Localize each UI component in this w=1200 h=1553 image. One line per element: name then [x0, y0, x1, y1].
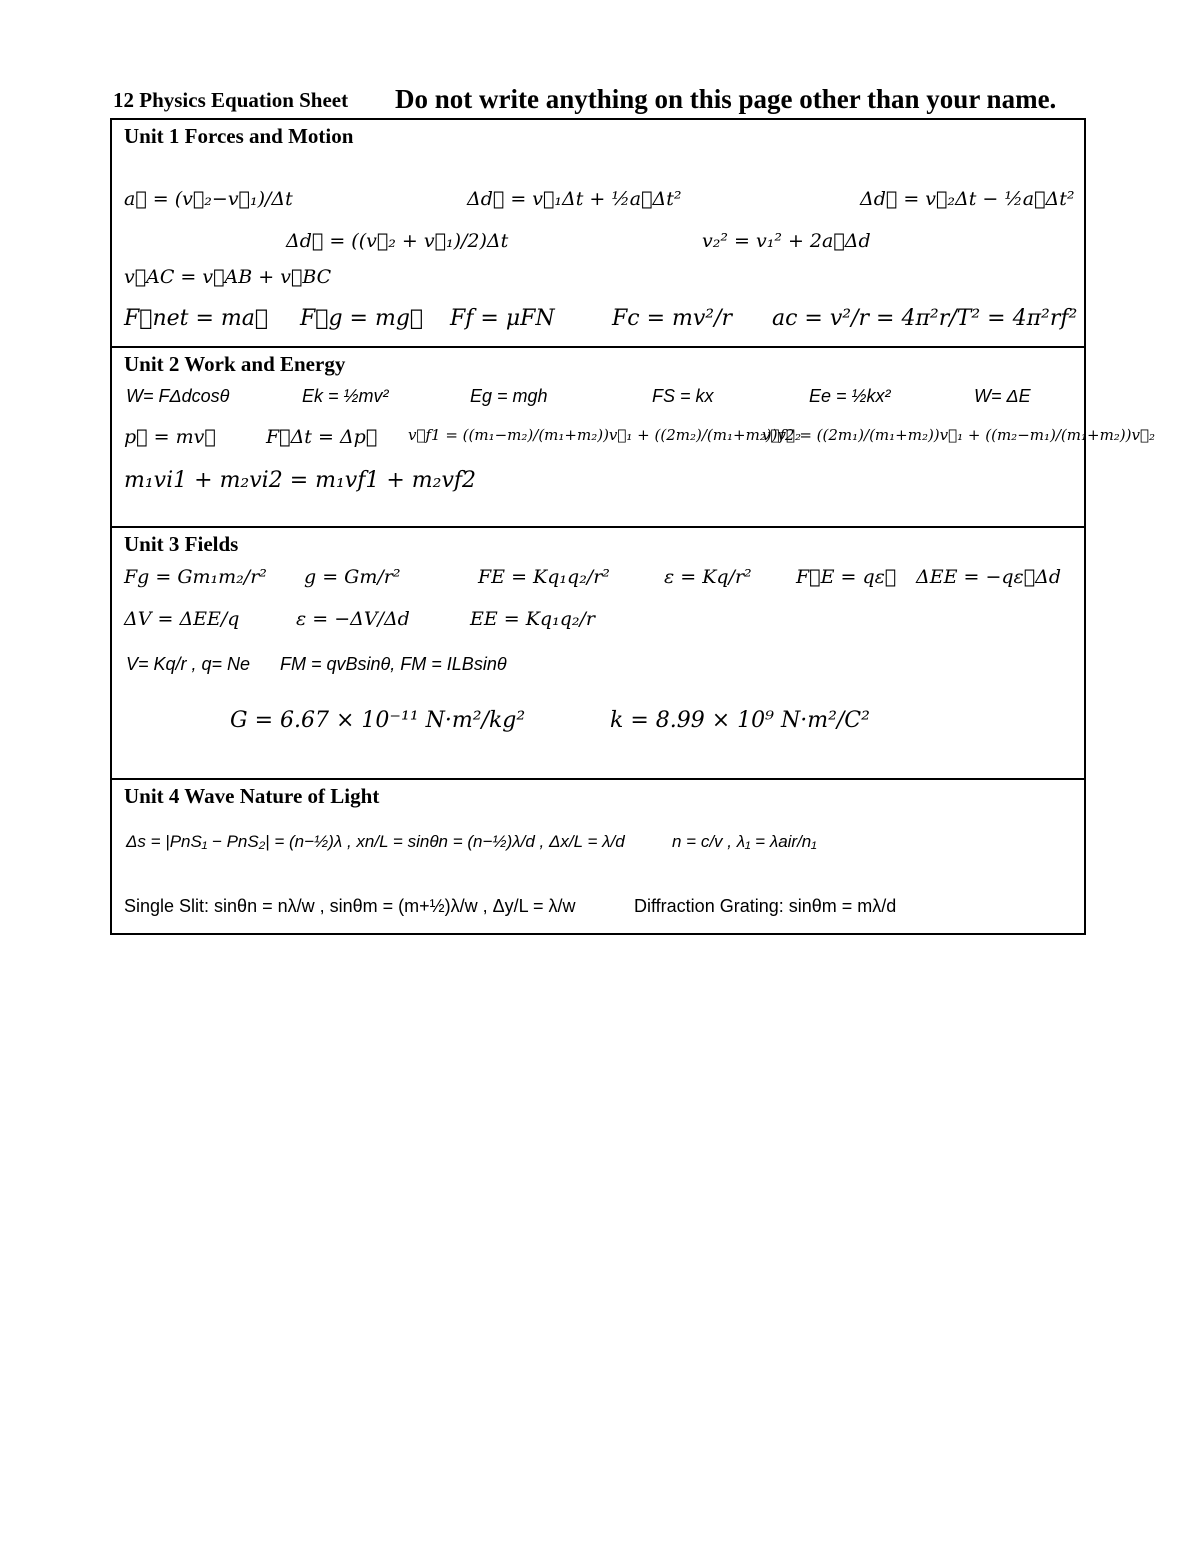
- eq-elastic-pe: Ee = ½kx²: [809, 386, 891, 406]
- eq-displacement-v2: Δd⃗ = v⃗₂Δt − ½a⃗Δt²: [860, 188, 1075, 210]
- unit-1-box: [110, 118, 1086, 348]
- eq-relative-velocity: v⃗AC = v⃗AB + v⃗BC: [124, 266, 332, 288]
- eq-field-gradient: ε = −ΔV/Δd: [296, 608, 410, 630]
- eq-gravitational-pe: Eg = mgh: [470, 386, 548, 406]
- eq-coulomb-constant: k = 8.99 × 10⁹ N·m²/C²: [610, 708, 870, 733]
- eq-friction: Ff = μFN: [450, 306, 555, 331]
- unit-4-box: [110, 778, 1086, 935]
- unit-1-heading: Unit 1 Forces and Motion: [124, 124, 354, 148]
- eq-net-force: F⃗net = ma⃗: [124, 306, 269, 331]
- eq-gravitational-field: g = Gm/r²: [304, 566, 401, 588]
- eq-gravitational-force: Fg = Gm₁m₂/r²: [124, 566, 267, 588]
- eq-final-velocity-1: v⃗f1 = ((m₁−m₂)/(m₁+m₂))v⃗₁ + ((2m₂)/(m₁+m₂))v⃗₂: [408, 426, 801, 444]
- eq-acceleration: a⃗ = (v⃗₂−v⃗₁)/Δt: [124, 188, 293, 210]
- unit-3-box: [110, 526, 1086, 780]
- eq-spring-force: FS = kx: [652, 386, 714, 406]
- sheet-title: 12 Physics Equation Sheet: [113, 88, 349, 112]
- eq-potential-difference: ΔV = ΔEE/q: [124, 608, 240, 630]
- unit-3-heading: Unit 3 Fields: [124, 532, 239, 556]
- eq-electric-pe: EE = Kq₁q₂/r: [470, 608, 595, 630]
- eq-electric-pe-change: ΔEE = −qε⃗Δd: [916, 566, 1062, 588]
- eq-single-slit: Single Slit: sinθn = nλ/w , sinθm = (m+½)λ/w , Δy/L = λ/w: [124, 896, 576, 916]
- unit-2-heading: Unit 2 Work and Energy: [124, 352, 346, 376]
- eq-velocity-squared: v₂² = v₁² + 2a⃗Δd: [702, 230, 871, 252]
- eq-momentum: p⃗ = mv⃗: [124, 426, 216, 448]
- eq-work: W= FΔdcosθ: [126, 386, 230, 406]
- eq-path-difference: Δs = |PnS₁ − PnS₂| = (n−½)λ , xn/L = sinθn = (n−½)λ/d , Δx/L = λ/d: [126, 832, 625, 851]
- eq-final-velocity-2: v⃗f2 = ((2m₁)/(m₁+m₂))v⃗₁ + ((m₂−m₁)/(m₁+m₂))v⃗₂: [762, 426, 1155, 444]
- eq-displacement-avg: Δd⃗ = ((v⃗₂ + v⃗₁)/2)Δt: [286, 230, 509, 252]
- unit-4-heading: Unit 4 Wave Nature of Light: [124, 784, 380, 808]
- unit-2-box: [110, 346, 1155, 528]
- eq-electric-field: ε = Kq/r²: [664, 566, 752, 588]
- eq-electric-potential: V= Kq/r , q= Ne: [126, 654, 251, 674]
- eq-displacement-v1: Δd⃗ = v⃗₁Δt + ½a⃗Δt²: [467, 188, 682, 210]
- eq-kinetic-energy: Ek = ½mv²: [302, 386, 389, 406]
- eq-gravitational-constant: G = 6.67 × 10⁻¹¹ N·m²/kg²: [230, 708, 526, 733]
- eq-impulse: F⃗Δt = Δp⃗: [266, 426, 378, 448]
- eq-electric-force: FE = Kq₁q₂/r²: [478, 566, 610, 588]
- eq-diffraction-grating: Diffraction Grating: sinθm = mλ/d: [634, 896, 897, 916]
- eq-gravity-force: F⃗g = mg⃗: [300, 306, 424, 331]
- sheet-notice: Do not write anything on this page other than your name.: [395, 84, 1057, 114]
- eq-momentum-conservation: m₁vi1 + m₂vi2 = m₁vf1 + m₂vf2: [124, 468, 477, 493]
- eq-field-force: F⃗E = qε⃗: [796, 566, 897, 588]
- eq-magnetic-force: FM = qvBsinθ, FM = ILBsinθ: [280, 654, 507, 674]
- eq-refraction-index: n = c/v , λ₁ = λair/n₁: [672, 832, 817, 851]
- eq-work-energy: W= ΔE: [974, 386, 1031, 406]
- eq-centripetal-force: Fc = mv²/r: [612, 306, 733, 331]
- eq-centripetal-accel: ac = v²/r = 4π²r/T² = 4π²rf²: [772, 306, 1078, 331]
